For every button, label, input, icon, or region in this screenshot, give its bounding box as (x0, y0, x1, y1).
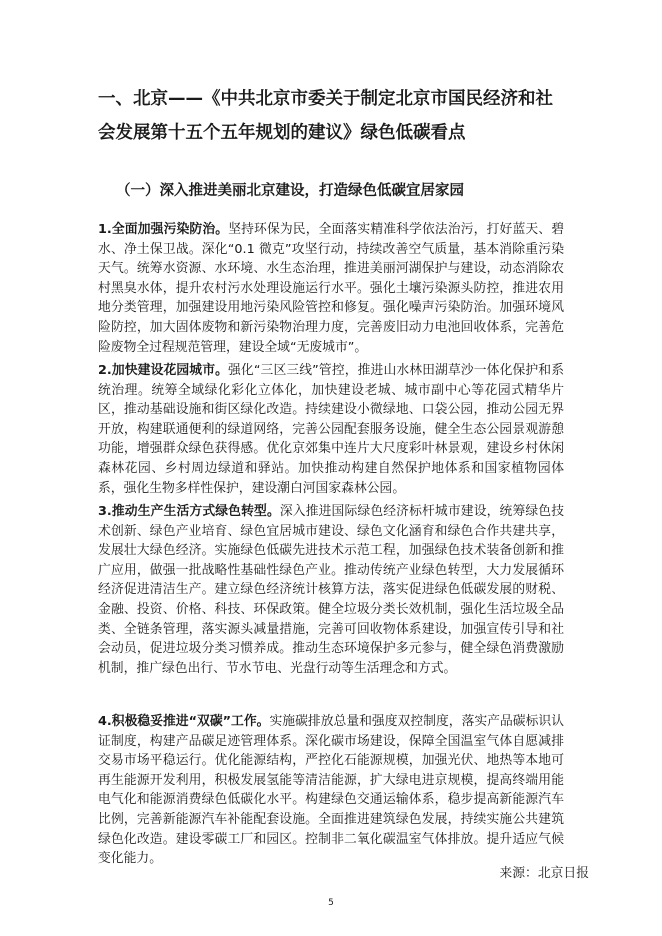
paragraph-green-transition (98, 502, 564, 678)
paragraph-body: 深入推进国际绿色经济标杆城市建设，统筹绿色技术创新、绿色产业培育、绿色宜居城市建设、绿色文化涵育和绿色合作共建共享，发展壮大绿色经济。实施绿色低碳先进技术示范工程，加强绿色技术装备创新和推广应用，做强一批战略性基础性绿色产业。推动传统产业绿色转型，大力发展循环经济促进清洁生产。建立绿色经济统计核算方法，落实促进绿色低碳发展的财税、金融、投资、价格、科技、环保政策。健全垃圾分类长效机制，强化生活垃圾全品类、全链条管理，落实源头减量措施，完善可回收物体系建设，加强宣传引导和社会动员，促进垃圾分类习惯养成。推动生态环境保护多元参与，健全绿色消费激励机制，推广绿色出行、节水节电、光盘行动等生活理念和方式。 (98, 504, 565, 676)
paragraph-lead: 4.积极稳妥推进“双碳”工作。 (98, 714, 270, 729)
paragraph-lead: 1.全面加强污染防治。 (98, 222, 229, 237)
paragraph-lead: 2.加快建设花园城市。 (98, 363, 229, 378)
paragraph-lead: 3.推动生产生活方式绿色转型。 (98, 504, 280, 519)
paragraph-body: 坚持环保为民，全面落实精准科学依法治污，打好蓝天、碧水、净土保卫战。深化“0.1 微克”攻坚行动，持续改善空气质量，基本消除重污染天气。统筹水资源、水环境、水生态治理，推进美丽河湖保护与建设，动态消除农村黑臭水体，提升农村污水处理设施运行水平。强化土壤污染源头防控，推进农用地分类管理，加强建设用地污染风险管控和修复。强化噪声污染防治。加强环境风险防控，加大固体废物和新污染物治理力度，完善废旧动力电池回收体系，完善危险废物全过程规范管理，建设全域“无废城市”。 (98, 222, 565, 355)
paragraph-body: 强化“三区三线”管控，推进山水林田湖草沙一体化保护和系统治理。统筹全域绿化彩化立体化，加快建设老城、城市副中心等花园式精华片区，推动基础设施和街区绿化改造。持续建设小微绿地、口袋公园，推动公园无界开放，构建联通便利的绿道网络，完善公园配套服务设施，健全生态公园景观游憩功能，增强群众绿色获得感。优化京郊集中连片大尺度彩叶林景观，建设乡村休闲森林花园、乡村周边绿道和驿站。加快推动构建自然保护地体系和国家植物园体系，强化生物多样性保护，建设潮白河国家森林公园。 (98, 363, 564, 496)
document-title: 一、北京——《中共北京市委关于制定北京市国民经济和社会发展第十五个五年规划的建议》绿色低碳看点 (98, 89, 553, 143)
paragraph-pollution-control (98, 220, 564, 357)
section-heading: （一）深入推进美丽北京建设，打造绿色低碳宜居家园 (116, 183, 464, 199)
source-attribution: 来源：北京日报 (499, 866, 589, 881)
paragraph-garden-city (98, 361, 564, 498)
page-number: 5 (328, 898, 334, 908)
paragraph-dual-carbon (98, 712, 564, 869)
paragraph-body: 实施碳排放总量和强度双控制度，落实产品碳标识认证制度，构建产品碳足迹管理体系。深化碳市场建设，保障全国温室气体自愿减排交易市场平稳运行。优化能源结构，严控化石能源规模，加强光伏、地热等本地可再生能源开发利用，积极发展氢能等清洁能源，扩大绿电进京规模，提高终端用能电气化和能源消费绿色低碳化水平。构建绿色交通运输体系，稳步提高新能源汽车比例，完善新能源汽车补能配套设施。全面推进建筑绿色发展，持续实施公共建筑绿色化改造。建设零碳工厂和园区。控制非二氧化碳温室气体排放。提升适应气候变化能力。 (98, 714, 565, 867)
